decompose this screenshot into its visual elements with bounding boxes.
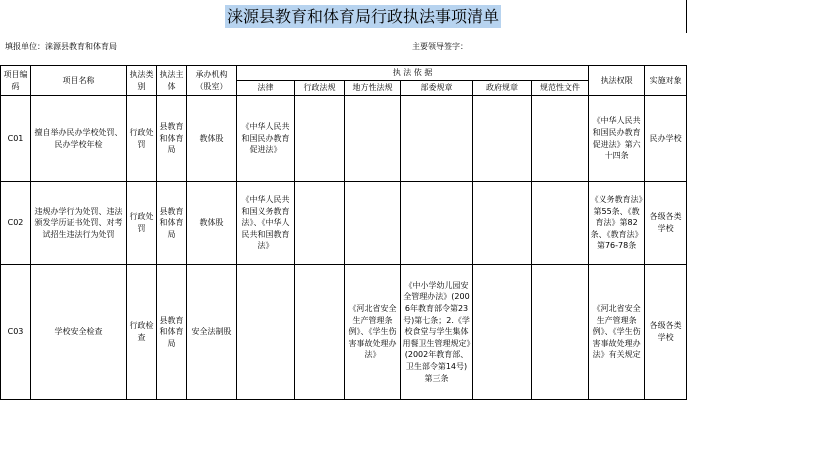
header-subject: 执法主体 [157,66,187,96]
header-org: 承办机构（股室） [187,66,237,96]
header-law: 法律 [237,81,295,96]
header-admin-reg: 行政法规 [295,81,345,96]
header-code: 项目编码 [1,66,31,96]
header-category: 执法类别 [127,66,157,96]
cell-code: C02 [1,182,31,265]
cell-norm-doc [532,265,589,400]
cell-name: 擅自举办民办学校处罚、民办学校年检 [31,96,127,182]
cell-name: 学校安全检查 [31,265,127,400]
cell-subject: 县教育和体育局 [157,265,187,400]
header-dept-rule: 部委规章 [401,81,473,96]
cell-admin-reg [295,96,345,182]
cell-dept-rule [401,182,473,265]
cell-gov-rule [473,182,532,265]
cell-authority: 《义务教育法》第55条、《教育法》第82条、《教育法》第76-78条 [589,182,645,265]
cell-authority: 《河北省安全生产管理条例》、《学生伤害事故处理办法》有关规定 [589,265,645,400]
page-title[interactable]: 涞源县教育和体育局行政执法事项清单 [227,7,500,26]
cell-law: 《中华人民共和国义务教育法》、《中华人民共和国教育法》 [237,182,295,265]
cell-subject: 县教育和体育局 [157,96,187,182]
header-basis: 执 法 依 据 [237,66,589,81]
cell-category: 行政处罚 [127,182,157,265]
cell-org: 教体股 [187,96,237,182]
cell-target: 民办学校 [645,96,687,182]
title-bar [0,0,687,33]
header-name: 项目名称 [31,66,127,96]
cell-dept-rule [401,96,473,182]
table-row [1,265,687,400]
cell-admin-reg [295,182,345,265]
enforcement-table [0,65,687,400]
header-gov-rule: 政府规章 [473,81,532,96]
table-row [1,182,687,265]
cell-target: 各级各类学校 [645,265,687,400]
cell-law: 《中华人民共和国民办教育促进法》 [237,96,295,182]
filler-unit-label: 填报单位：涞源县教育和体育局 [5,42,117,51]
cell-code: C03 [1,265,31,400]
leader-signature-label: 主要领导签字： [412,42,468,51]
header-local-reg: 地方性法规 [345,81,401,96]
cell-name: 违规办学行为处罚、违法颁发学历证书处罚、对考试招生违法行为处罚 [31,182,127,265]
cell-law [237,265,295,400]
cell-local-reg [345,182,401,265]
header-norm-doc: 规范性文件 [532,81,589,96]
table-row [1,96,687,182]
cell-norm-doc [532,96,589,182]
header-row [1,66,687,81]
cell-category: 行政检查 [127,265,157,400]
cell-admin-reg [295,265,345,400]
cell-org: 教体股 [187,182,237,265]
header-authority: 执法权限 [589,66,645,96]
cell-norm-doc [532,182,589,265]
cell-local-reg [345,96,401,182]
cell-subject: 县教育和体育局 [157,182,187,265]
cell-target: 各级各类学校 [645,182,687,265]
cell-code: C01 [1,96,31,182]
cell-authority: 《中华人民共和国民办教育促进法》第六十四条 [589,96,645,182]
cell-local-reg: 《河北省安全生产管理条例》、《学生伤害事故处理办法》 [345,265,401,400]
header-target: 实施对象 [645,66,687,96]
cell-org: 安全法制股 [187,265,237,400]
cell-dept-rule: 《中小学幼儿园安全管理办法》(2006年教育部令第23号)第七条；2.《学校食堂与学生集体用餐卫生管理规定》(2002年教育部、卫生部令第14号)第三条 [401,265,473,400]
cell-category: 行政处罚 [127,96,157,182]
cell-gov-rule [473,96,532,182]
cell-gov-rule [473,265,532,400]
